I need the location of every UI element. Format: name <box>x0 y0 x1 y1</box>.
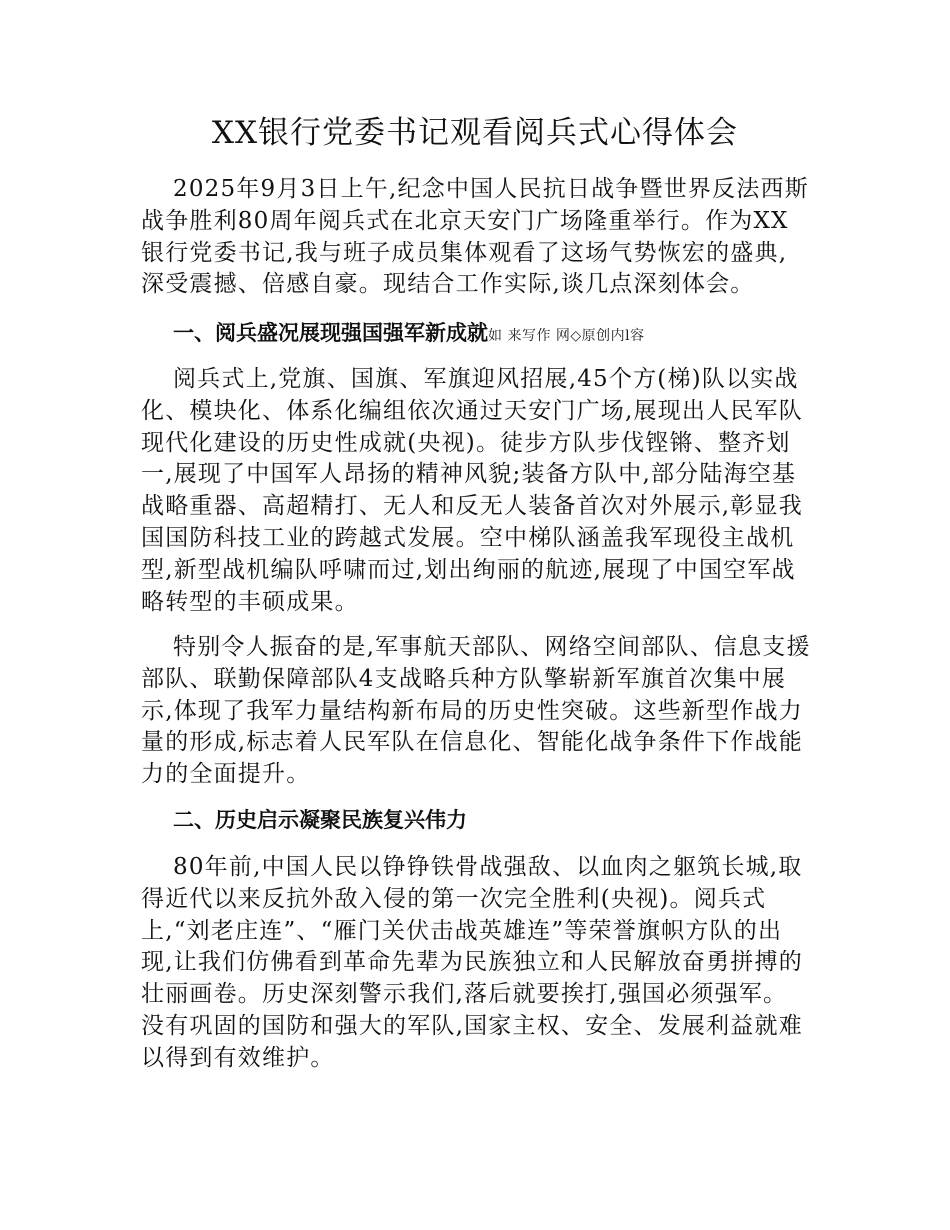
watermark-text: 如 来写作 网◇原创内l容 <box>488 328 645 344</box>
intro-paragraph: 2025年9月3日上午,纪念中国人民抗日战争暨世界反法西斯战争胜利80周年阅兵式在北京天安门广场隆重举行。作为XX银行党委书记,我与班子成员集体观看了这场气势恢宏的盛典,深受震撼、倍感自豪。现结合工作实际,谈几点深刻体会。 <box>141 176 809 298</box>
section-heading-2: 二、历史启示凝聚民族复兴伟力 <box>173 808 467 832</box>
section1-paragraph-2: 特别令人振奋的是,军事航天部队、网络空间部队、信息支援部队、联勤保障部队4支战略兵种方队擎崭新军旗首次集中展示,体现了我军力量结构新布局的历史性突破。这些新型作战力量的形成,标志着人民军队在信息化、智能化战争条件下作战能力的全面提升。 <box>141 634 811 788</box>
section2-paragraph-1: 80年前,中国人民以铮铮铁骨战强敌、以血肉之躯筑长城,取得近代以来反抗外敌入侵的第一次完全胜利(央视)。阅兵式上,“刘老庄连”、“雁门关伏击战英雄连”等荣誉旗帜方队的出现,让我们仿佛看到革命先辈为民族独立和人民解放奋勇拼搏的壮丽画卷。历史深刻警示我们,落后就要挨打,强国必须强军。没有巩固的国防和强大的军队,国家主权、安全、发展利益就难以得到有效维护。 <box>141 854 803 1071</box>
section-heading-1 <box>173 318 645 351</box>
section1-paragraph-1: 阅兵式上,党旗、国旗、军旗迎风招展,45个方(梯)队以实战化、模块化、体系化编组依次通过天安门广场,展现出人民军队现代化建设的历史性成就(央视)。徒步方队步伐铿锵、整齐划一,展现了中国军人昂扬的精神风貌;装备方队中,部分陆海空基战略重器、高超精打、无人和反无人装备首次对外展示,彰显我国国防科技工业的跨越式发展。空中梯队涵盖我军现役主战机型,新型战机编队呼啸而过,划出绚丽的航迹,展现了中国空军战略转型的丰硕成果。 <box>141 366 803 615</box>
section-heading-1-text: 一、阅兵盛况展现强国强军新成就 <box>173 321 488 345</box>
document-title: XX银行党委书记观看阅兵式心得体会 <box>211 115 739 151</box>
